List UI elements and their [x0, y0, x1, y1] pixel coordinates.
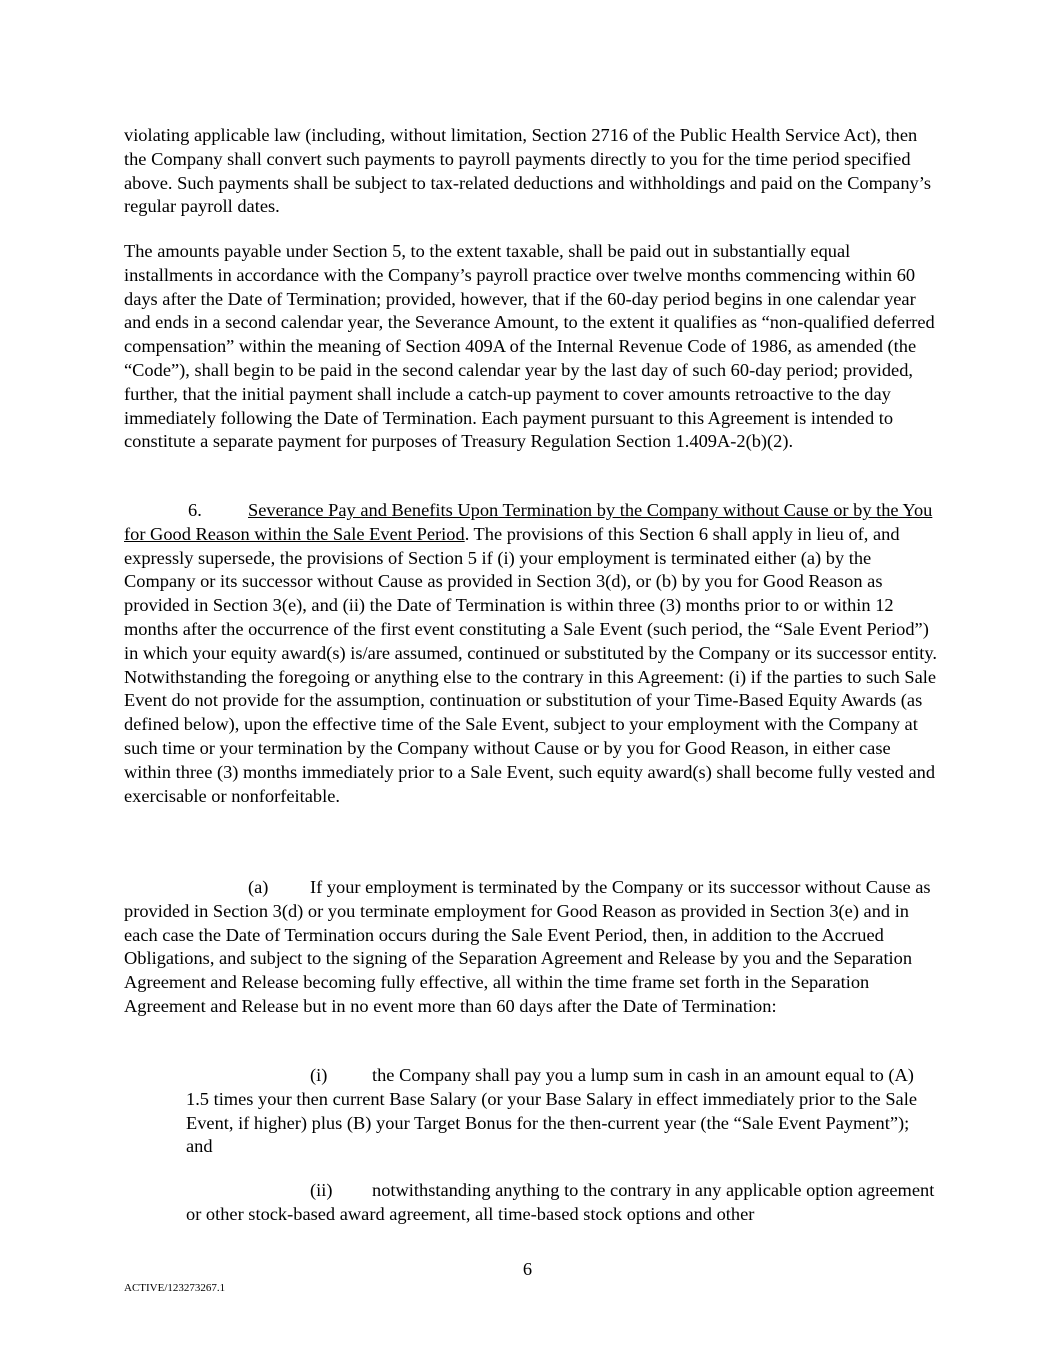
item-i-number: (i): [310, 1065, 328, 1085]
paragraph-installments: The amounts payable under Section 5, to the extent taxable, shall be paid out in substantially equal installments in accordance with the Company’s payroll practice over twelve months commencing within 60 days after the Date of Termination; provided, however, that if the 60-day period begins in one calendar year and ends in a second calendar year, the Severance Amount, to the extent it qualifies as “non-qualified deferred compensation” within the meaning of Section 409A of the Internal Revenue Code of 1986, as amended (the “Code”), shall begin to be paid in the second calendar year by the last day of such 60-day period; provided, further, that the initial payment shall include a catch-up payment to cover amounts retroactive to the day immediately following the Date of Termination. Each payment pursuant to this Agreement is intended to constitute a separate payment for purposes of Treasury Regulation Section 1.409A-2(b)(2).: [124, 241, 935, 452]
subsection-a-paragraph: [124, 876, 939, 1019]
item-ii-paragraph: [186, 1179, 939, 1227]
paragraph-payroll-conversion: violating applicable law (including, without limitation, Section 2716 of the Public Health Service Act), then the Company shall convert such payments to payroll payments directly to you for the time period specified above. Such payments shall be subject to tax-related deductions and withholdings and paid on the Company’s regular payroll dates.: [124, 125, 931, 217]
section-6-number: 6.: [188, 500, 202, 520]
subsection-a-number: (a): [248, 877, 269, 897]
item-i-body: the Company shall pay you a lump sum in cash in an amount equal to (A) 1.5 times your then current Base Salary (or your Base Salary in effect immediately prior to the Sale Event, if higher) plus (B) your Target Bonus for the then-current year (the “Sale Event Payment”); and: [186, 1065, 917, 1157]
section-6-paragraph: [124, 499, 939, 808]
footer-document-id: ACTIVE/123273267.1: [124, 1282, 226, 1294]
section-6-body: . The provisions of this Section 6 shall apply in lieu of, and expressly supersede, the provisions of Section 5 if (i) your employment is terminated either (a) by the Company or its successor without Cause as provided in Section 3(d), or (b) by you for Good Reason as provided in Section 3(e), and (ii) the Date of Termination is within three (3) months prior to or within 12 months after the occurrence of the first event constituting a Sale Event (such period, the “Sale Event Period”) in which your equity award(s) is/are assumed, continued or substituted by the Company or its successor entity. Notwithstanding the foregoing or anything else to the contrary in this Agreement: (i) if the parties to such Sale Event do not provide for the assumption, continuation or substitution of your Time-Based Equity Awards (as defined below), upon the effective time of the Sale Event, subject to your employment with the Company at such time or your termination by the Company without Cause or by you for Good Reason, in either case within three (3) months immediately prior to a Sale Event, such equity award(s) shall become fully vested and exercisable or nonforfeitable.: [124, 523, 937, 806]
subsection-a-body: If your employment is terminated by the Company or its successor without Cause as provided in Section 3(d) or you terminate employment for Good Reason as provided in Section 3(e) and in each case the Date of Termination occurs during the Sale Event Period, then, in addition to the Accrued Obligations, and subject to the signing of the Separation Agreement and Release by you and the Separation Agreement and Release becoming fully effective, all within the time frame set forth in the Separation Agreement and Release but in no event more than 60 days after the Date of Termination:: [124, 877, 931, 1016]
section-6-heading: Severance Pay and Benefits Upon Termination by the Company without Cause or by the You for Good Reason within the Sale Event Period: [124, 500, 933, 544]
item-ii-number: (ii): [310, 1180, 333, 1200]
page-number: 6: [522, 1259, 533, 1279]
item-ii-body: notwithstanding anything to the contrary in any applicable option agreement or other stock-based award agreement, all time-based stock options and other: [186, 1180, 935, 1224]
item-i-paragraph: [186, 1064, 939, 1159]
